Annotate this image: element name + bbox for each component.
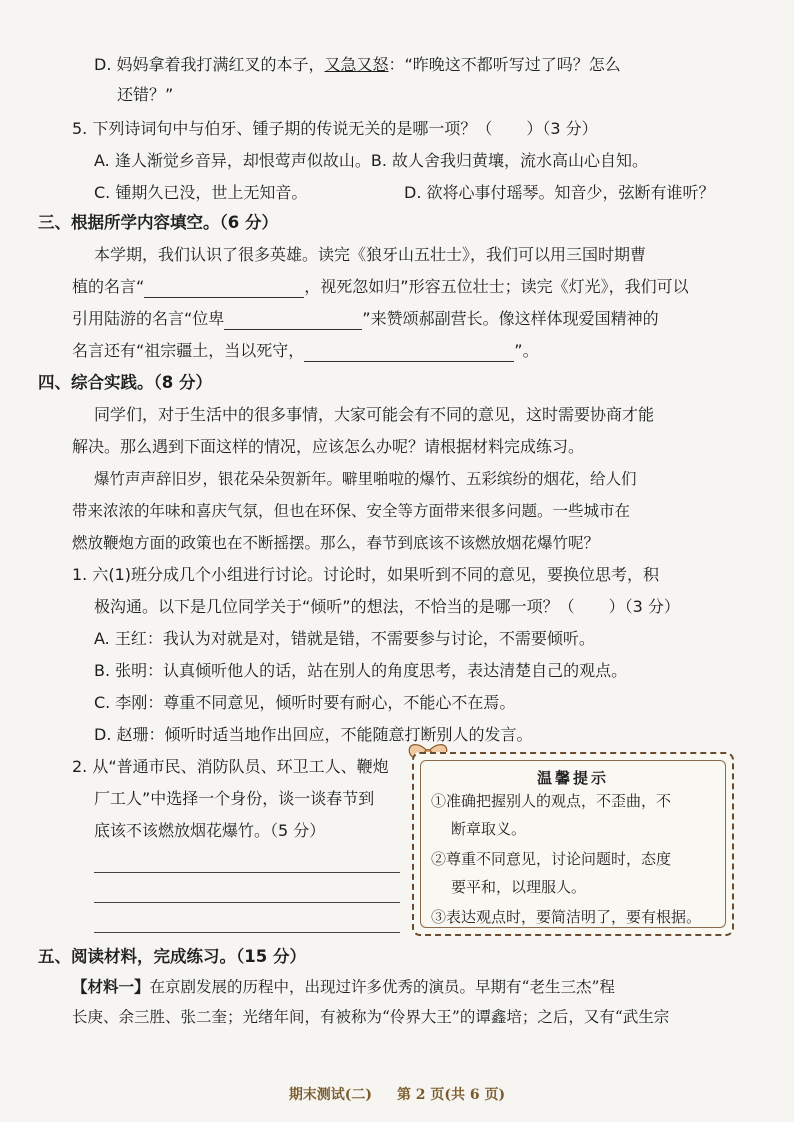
sec5-material1-line1: 【材料一】在京剧发展的历程中，出现过许多优秀的演员。早期有“老生三杰”程 [72,978,615,996]
sec3-para-line3: 引用陆游的名言“位卑 ”来赞颂郝副营长。像这样体现爱国精神的 [72,309,659,328]
sec4-q1-line2: 极沟通。以下是几位同学关于“倾听”的想法，不恰当的是哪一项？（ ）（3 分） [94,597,680,616]
tip-line: ①准确把握别人的观点，不歪曲，不 [431,792,672,810]
tip-title: 温馨提示 [536,769,609,787]
section5-title: 五、阅读材料，完成练习。（15 分） [38,947,306,966]
tip-line: ③表达观点时，要简洁明了，要有根据。 [431,908,702,926]
sec4-material-line3: 燃放鞭炮方面的政策也在不断摇摆。那么，春节到底该不该燃放烟花爆竹呢？ [72,534,600,552]
page-footer [0,1084,794,1104]
sec4-q1-option-b: B. 张明：认真倾听他人的话，站在别人的角度思考，表达清楚自己的观点。 [94,661,628,680]
sec4-q2-line2: 厂工人”中选择一个身份，谈一谈春节到 [94,789,375,808]
test-name: 期末测试(二) [288,1087,373,1103]
q5-option-c: C. 锺期久已没，世上无知音。 [94,183,308,202]
sec4-q1-option-d: D. 赵珊：倾听时适当地作出回应，不能随意打断别人的发言。 [94,725,533,744]
tip-line: ②尊重不同意见，讨论问题时，态度 [431,850,672,868]
tip-line: 要平和，以理服人。 [451,878,587,896]
fill-blank-1[interactable] [144,279,304,298]
sec3-para-line1: 本学期，我们认识了很多英雄。读完《狼牙山五壮士》，我们可以用三国时期曹 [94,245,647,264]
sec4-q1-option-a: A. 王红：我认为对就是对，错就是错，不需要参与讨论，不需要倾听。 [94,629,595,648]
q5-options-ab: A. 逢人渐觉乡音异，却恨莺声似故山。B. 故人舍我归黄壤，流水高山心自知。 [94,151,648,170]
section3-title: 三、根据所学内容填空。（6 分） [38,213,278,232]
sec4-q1-option-c: C. 李刚：尊重不同意见，倾听时要有耐心，不能心不在焉。 [94,693,516,712]
tip-line: 断章取义。 [451,820,527,838]
section4-title: 四、综合实践。（8 分） [38,373,212,392]
q4-option-d-line1: D. 妈妈拿着我打满红叉的本子，又急又怒：“昨晚这不都听写过了吗？怎么 [94,55,621,74]
page-number: 第 2 页(共 6 页) [396,1087,506,1103]
sec3-para-line2: 植的名言“ ，视死忽如归”形容五位壮士；读完《灯光》，我们可以 [72,277,689,296]
sec4-q2-line1: 2. 从“普通市民、消防队员、环卫工人、鞭炮 [72,757,389,776]
fill-blank-2[interactable] [224,311,362,330]
q5-stem: 5. 下列诗词句中与伯牙、锺子期的传说无关的是哪一项？（ ）（3 分） [72,119,598,138]
sec4-intro-line1: 同学们，对于生活中的很多事情，大家可能会有不同的意见，这时需要协商才能 [94,405,655,424]
q4-option-d-line2: 还错？” [117,85,174,104]
sec4-material-line2: 带来浓浓的年味和喜庆气氛，但也在环保、安全等方面带来很多问题。一些城市在 [72,502,631,520]
sec4-q1-line1: 1. 六(1)班分成几个小组进行讨论。讨论时，如果听到不同的意见，要换位思考，积 [72,565,660,584]
answer-line[interactable] [94,932,400,933]
sec3-para-line4: 名言还有“祖宗疆土，当以死守， ”。 [72,341,539,360]
q5-option-d: D. 欲将心事付瑶琴。知音少，弦断有谁听？ [404,183,715,202]
tip-box [412,752,734,936]
sec4-material-line1: 爆竹声声辞旧岁，银花朵朵贺新年。噼里啪啦的爆竹、五彩缤纷的烟花，给人们 [94,470,637,488]
sec4-q2-line3: 底该不该燃放烟花爆竹。（5 分） [94,821,326,840]
answer-line[interactable] [94,902,400,903]
sec5-material1-line2: 长庚、余三胜、张二奎；光绪年间，有被称为“伶界大王”的谭鑫培；之后，又有“武生宗 [72,1008,670,1026]
fill-blank-3[interactable] [304,343,514,362]
sec4-intro-line2: 解决。那么遇到下面这样的情况，应该怎么办呢？请根据材料完成练习。 [72,437,585,456]
answer-line[interactable] [94,872,400,873]
